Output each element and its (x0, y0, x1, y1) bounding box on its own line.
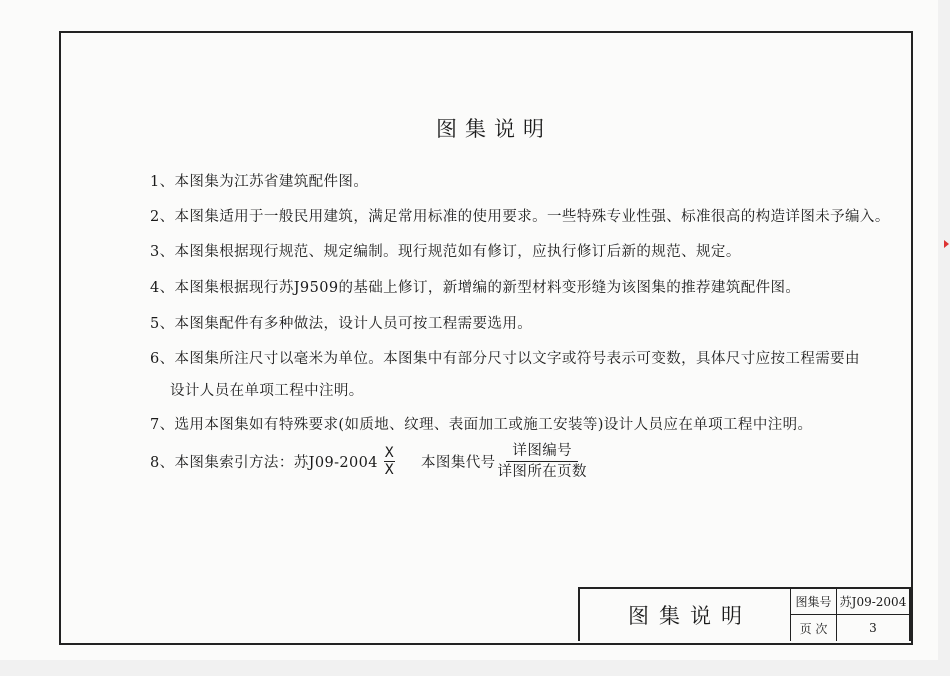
page-number-value: 3 (837, 614, 911, 641)
index-method-prefix: 8、本图集索引方法：苏J09-2004 (150, 455, 378, 471)
note-item-8 (150, 441, 587, 482)
page-marker-arrow-icon (944, 240, 949, 248)
drawing-frame (59, 31, 913, 645)
atlas-code-label: 本图集代号 (421, 455, 496, 471)
detail-fraction (498, 441, 587, 482)
note-item-6: 6、本图集所注尺寸以毫米为单位。本图集中有部分尺寸以文字或符号表示可变数，具体尺寸应按工程需要由 (150, 351, 860, 367)
page-number-label: 页 次 (791, 614, 837, 641)
note-item-7: 7、选用本图集如有特殊要求(如质地、纹理、表面加工或施工安装等)设计人员应在单项工程中注明。 (150, 417, 813, 433)
detail-number-label: 详图编号 (506, 441, 578, 462)
atlas-number-label: 图集号 (791, 587, 837, 614)
note-item-4: 4、本图集根据现行苏J9509的基础上修订，新增编的新型材料变形缝为该图集的推荐建筑配件图。 (150, 280, 801, 296)
note-item-3: 3、本图集根据现行规范、规定编制。现行规范如有修订，应执行修订后新的规范、规定。 (150, 244, 741, 260)
index-numerator: X (384, 445, 395, 461)
note-item-6-cont: 设计人员在单项工程中注明。 (170, 383, 364, 399)
page-title: 图集说明 (436, 117, 552, 141)
note-item-2: 2、本图集适用于一般民用建筑，满足常用标准的使用要求。一些特殊专业性强、标准很高的构造详图未予编入。 (150, 209, 890, 225)
note-item-1: 1、本图集为江苏省建筑配件图。 (150, 174, 369, 190)
title-block (578, 587, 911, 643)
title-block-title: 图集说明 (578, 587, 791, 641)
note-item-5: 5、本图集配件有多种做法，设计人员可按工程需要选用。 (150, 316, 533, 332)
index-fraction (384, 445, 395, 478)
index-denominator: X (384, 462, 395, 478)
detail-page-label: 详图所在页数 (497, 464, 587, 480)
atlas-number-value: 苏J09-2004 (837, 587, 911, 614)
